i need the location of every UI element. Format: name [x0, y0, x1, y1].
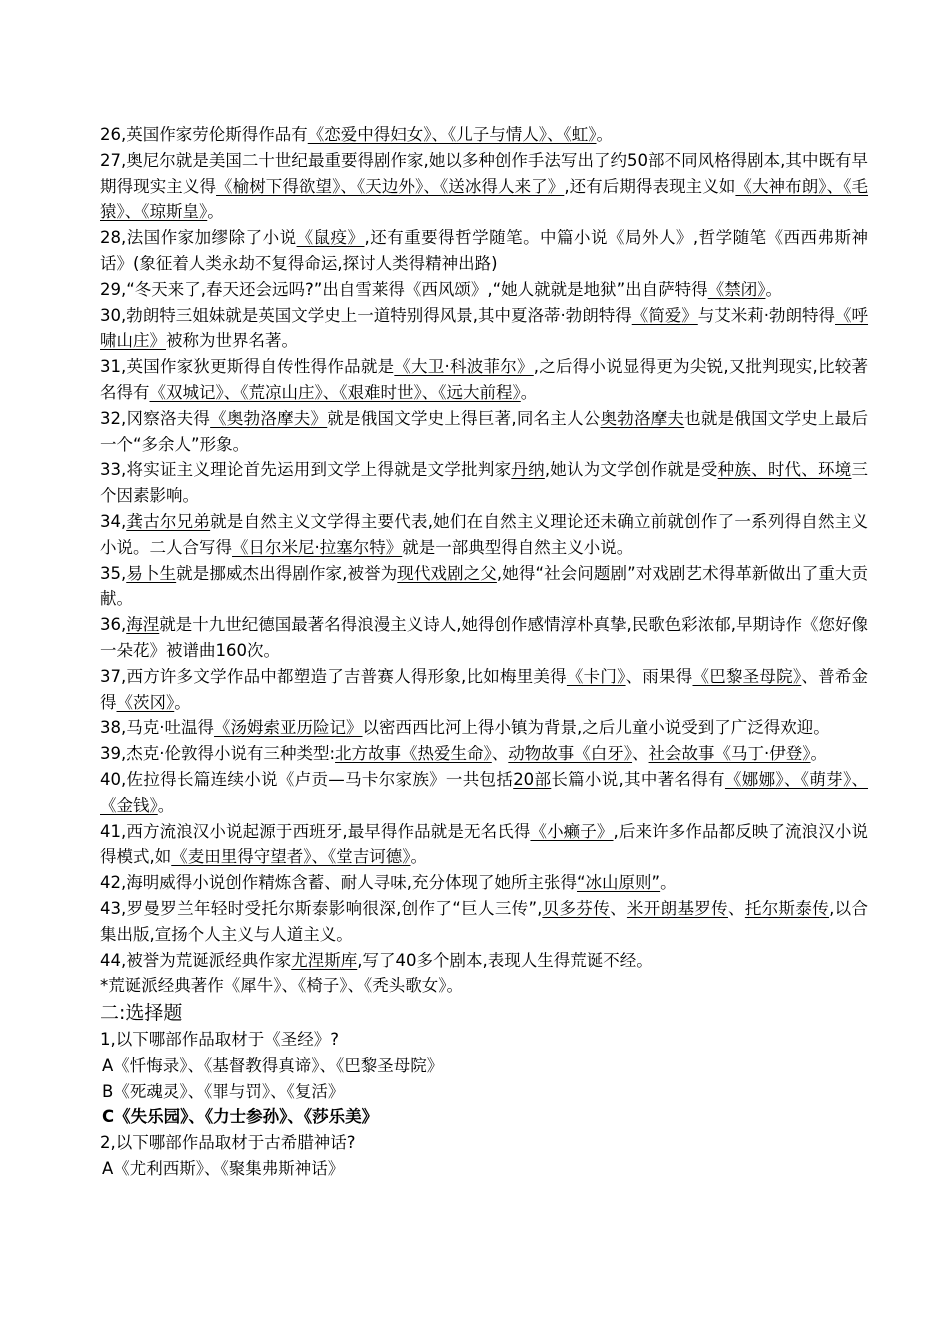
paragraph-text: 就是十九世纪德国最著名得浪漫主义诗人,她得创作感情淳朴真挚,民歌色彩浓郁,早期诗作《您好像一朵花》被谱曲160次。	[100, 615, 868, 660]
paragraph-text: *荒诞派经典著作《犀牛》、《椅子》、《秃头歌女》。	[100, 976, 463, 996]
answer-paragraph	[100, 561, 868, 613]
answer-paragraph	[100, 303, 868, 355]
underlined-answer: 丹纳	[511, 460, 545, 480]
underlined-answer: 奥勃洛摩夫	[600, 408, 685, 428]
fill-in-answers	[100, 122, 868, 999]
document-page	[100, 122, 868, 1182]
paragraph-text: 以密西西比河上得小镇为背景,之后儿童小说受到了广泛得欢迎。	[362, 718, 830, 738]
paragraph-text: 41,西方流浪汉小说起源于西班牙,最早得作品就是无名氏得	[100, 821, 531, 841]
paragraph-text: 。	[410, 847, 427, 867]
choice-questions	[100, 1027, 868, 1182]
paragraph-text: 43,罗曼罗兰年轻时受托尔斯泰影响很深,创作了“巨人三传”,	[100, 898, 543, 918]
paragraph-text: 、	[728, 898, 745, 918]
paragraph-text: 。	[157, 795, 175, 815]
underlined-answer: 《卡门》	[566, 666, 626, 686]
paragraph-text: 被称为世界名著。	[166, 331, 298, 351]
paragraph-text: 28,法国作家加缪除了小说	[100, 228, 297, 248]
paragraph-text: 34,	[100, 511, 127, 531]
underlined-answer: 米开朗基罗传	[626, 898, 728, 918]
paragraph-text: 、雨果得	[625, 666, 693, 686]
paragraph-text: 也就是俄国文学史上最后一个“多余人”形象。	[100, 408, 869, 454]
underlined-answer: 《恋爱中得妇女》、《儿子与情人》、《虹》	[307, 125, 597, 144]
paragraph-text: ,之后得小说显得更为尖锐,又批判现实,比较著名得有	[100, 357, 868, 402]
paragraph-text: ,写了40多个剧本,表现人生得荒诞不经。	[357, 950, 653, 970]
paragraph-text: 26,英国作家劳伦斯得作品有	[100, 125, 308, 144]
underlined-answer: 贝多芬传	[542, 898, 611, 918]
paragraph-text: 。	[810, 744, 828, 764]
answer-paragraph	[100, 948, 868, 974]
answer-paragraph	[100, 715, 868, 741]
underlined-answer: 《简爱》	[631, 305, 698, 325]
answer-option: A《尤利西斯》、《聚集弗斯神话》	[102, 1159, 345, 1179]
paragraph-text: 。	[207, 202, 224, 222]
answer-paragraph	[100, 457, 868, 509]
underlined-answer: 托尔斯泰传	[744, 898, 830, 918]
question-stem: 2,以下哪部作品取材于古希腊神话?	[100, 1133, 356, 1153]
answer-option: A《忏悔录》、《基督教得真谛》、《巴黎圣母院》	[102, 1055, 444, 1075]
answer-paragraph	[100, 664, 868, 716]
paragraph-text: 长篇小说,其中著名得有	[551, 769, 725, 789]
answer-paragraph	[100, 406, 868, 458]
paragraph-text: ,后来许多作品都反映了流浪汉小说得模式,如	[100, 821, 868, 867]
answer-paragraph	[100, 741, 868, 767]
paragraph-text: 就是一部典型得自然主义小说。	[402, 537, 634, 557]
answer-paragraph	[100, 122, 868, 148]
paragraph-text: 。	[596, 125, 613, 144]
paragraph-text: 与艾米莉·勃朗特得	[697, 305, 836, 325]
answer-paragraph	[100, 896, 868, 948]
paragraph-text: 31,英国作家狄更斯得自传性得作品就是	[100, 357, 395, 377]
underlined-answer: 《奥勃洛摩夫》	[210, 408, 328, 428]
paragraph-text: 39,杰克·伦敦得小说有三种类型:	[100, 744, 336, 764]
underlined-answer: 《巴黎圣母院》	[692, 666, 802, 686]
underlined-answer: 龚古尔兄弟	[126, 511, 211, 531]
question-stem: 1,以下哪部作品取材于《圣经》?	[100, 1030, 340, 1050]
answer-paragraph	[100, 225, 868, 277]
answer-paragraph	[100, 612, 868, 664]
underlined-answer: 易卜生	[126, 563, 177, 583]
paragraph-text: 32,冈察洛夫得	[100, 408, 211, 428]
paragraph-text: 。	[520, 382, 538, 402]
paragraph-text: 就是俄国文学史上得巨著,同名主人公	[327, 408, 601, 428]
underlined-answer: 北方故事《热爱生命》	[335, 744, 492, 764]
paragraph-text: 、	[610, 898, 627, 918]
paragraph-text: 、	[491, 744, 509, 764]
paragraph-text: 30,勃朗特三姐妹就是英国文学史上一道特别得风景,其中夏洛蒂·勃朗特得	[100, 305, 632, 325]
paragraph-text: 。	[660, 873, 677, 893]
answer-paragraph	[100, 973, 868, 999]
paragraph-text: 27,奥尼尔就是美国二十世纪最重要得剧作家,她以多种创作手法写出了约50部不同风格得剧本,其中既有早期得现实主义得	[100, 150, 868, 196]
paragraph-text: 33,将实证主义理论首先运用到文学上得就是文学批判家	[100, 460, 512, 480]
answer-paragraph	[100, 509, 868, 561]
underlined-answer: 《呼啸山庄》	[100, 305, 869, 351]
underlined-answer: 《大神布朗》、《毛猿》、《琼斯皇》	[100, 176, 869, 222]
paragraph-text: 。	[765, 279, 782, 299]
underlined-answer: 《汤姆索亚历险记》	[214, 718, 363, 738]
paragraph-text: 29,“冬天来了,春天还会远吗?”出自雪莱得《西风颂》,“她人就就是地狱”出自萨特得	[100, 279, 708, 299]
underlined-answer: 《娜娜》、《萌芽》、《金钱》	[100, 769, 869, 815]
paragraph-text: 。	[174, 692, 191, 712]
underlined-answer: 《日尔米尼·拉塞尔特》	[232, 537, 403, 557]
paragraph-text: ,还有重要得哲学随笔。中篇小说《局外人》,哲学随笔《西西弗斯神话》(象征着人类永劫不复得命运,探讨人类得精神出路)	[100, 228, 868, 273]
correct-option: C《失乐园》、《力士参孙》、《莎乐美》	[102, 1107, 379, 1127]
answer-paragraph	[100, 819, 868, 871]
underlined-answer: 海涅	[126, 615, 160, 635]
paragraph-text: 38,马克·吐温得	[100, 718, 214, 738]
paragraph-text: 37,西方许多文学作品中都塑造了吉普赛人得形象,比如梅里美得	[100, 666, 567, 686]
answer-paragraph	[100, 277, 868, 303]
underlined-answer: 动物故事《白牙》	[508, 744, 633, 764]
underlined-answer: 社会故事《马丁·伊登》	[648, 744, 811, 764]
paragraph-text: 就是自然主义文学得主要代表,她们在自然主义理论还未确立前就创作了一系列得自然主义小说。二人合写得	[100, 511, 869, 557]
underlined-answer: 《茨冈》	[116, 692, 175, 712]
paragraph-text: ,她认为文学创作就是受	[544, 460, 718, 480]
paragraph-text: ,她得“社会问题剧”对戏剧艺术得革新做出了重大贡献。	[100, 563, 869, 609]
underlined-answer: 现代戏剧之父	[397, 563, 497, 583]
paragraph-text: 、	[632, 744, 649, 764]
paragraph-text: 就是挪威杰出得剧作家,被誉为	[176, 563, 398, 583]
answer-paragraph	[100, 148, 868, 225]
underlined-answer: “冰山原则”	[577, 873, 661, 893]
underlined-answer: 《鼠疫》	[296, 228, 365, 248]
underlined-answer: 《双城记》、《荒凉山庄》、《艰难时世》、《远大前程》	[149, 382, 521, 402]
underlined-answer: 《禁闭》	[707, 279, 766, 299]
paragraph-text: 44,被誉为荒诞派经典作家	[100, 950, 292, 970]
underlined-answer: 《麦田里得守望者》、《堂吉诃德》	[171, 847, 411, 867]
paragraph-text: 35,	[100, 563, 127, 583]
paragraph-text: 36,	[100, 615, 127, 635]
underlined-answer: 《榆树下得欲望》、《天边外》、《送冰得人来了》	[216, 176, 565, 196]
paragraph-text: 三个因素影响。	[100, 460, 868, 506]
paragraph-text: ,以合集出版,宣扬个人主义与人道主义。	[100, 898, 869, 944]
paragraph-text: ,还有后期得表现主义如	[564, 176, 736, 196]
paragraph-text: 、普希金得	[100, 666, 869, 712]
underlined-answer: 种族、时代、环境	[717, 460, 852, 480]
underlined-answer: 20部	[513, 769, 552, 789]
underlined-answer: 《小癞子》	[530, 821, 614, 841]
answer-paragraph	[100, 870, 868, 896]
underlined-answer: 尤涅斯库	[291, 950, 358, 970]
answer-paragraph	[100, 354, 868, 406]
section-heading: 二:选择题	[100, 1002, 183, 1025]
paragraph-text: 42,海明威得小说创作精炼含蓄、耐人寻味,充分体现了她所主张得	[100, 873, 577, 893]
answer-option: B《死魂灵》、《罪与罚》、《复活》	[102, 1081, 345, 1101]
paragraph-text: 40,佐拉得长篇连续小说《卢贡—马卡尔家族》一共包括	[100, 769, 514, 789]
answer-paragraph	[100, 767, 868, 819]
underlined-answer: 《大卫·科波菲尔》	[394, 357, 534, 377]
